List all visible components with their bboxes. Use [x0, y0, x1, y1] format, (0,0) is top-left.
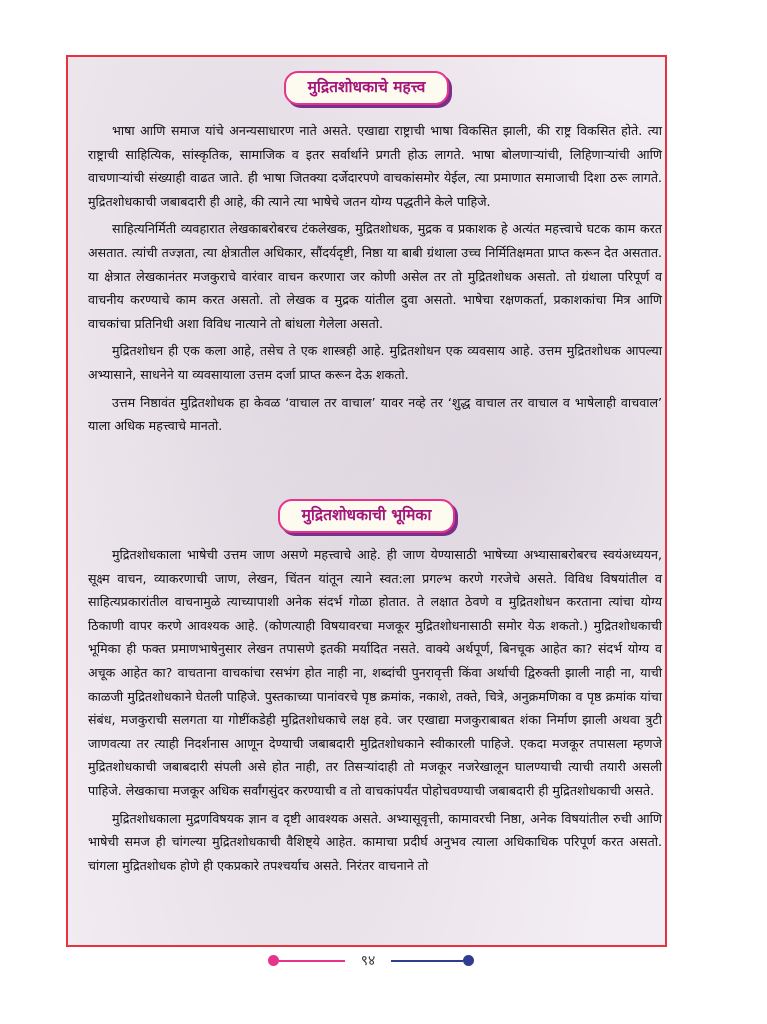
- section2-heading-wrap: [68, 499, 665, 533]
- section2-body: [88, 543, 662, 881]
- section1-paragraph: साहित्यनिर्मिती व्यवहारात लेखकाबरोबरच टंकलेखक, मुद्रितशोधक, मुद्रक व प्रकाशक हे अत्यंत महत्त्वाचे घटक काम करत असतात. त्यांची तज्ज्ञता, त्या क्षेत्रातील अधिकार, सौंदर्यदृष्टी, निष्ठा या बाबी ग्रंथाला उच्च निर्मितिक्षमता प्राप्त करून देत असतात. या क्षेत्रात लेखकानंतर मजकुराचे वारंवार वाचन करणारा जर कोणी असेल तर तो मुद्रितशोधक असतो. तो ग्रंथाला परिपूर्ण व वाचनीय करण्याचे काम करत असतो. तो लेखक व मुद्रक यांतील दुवा असतो. भाषेचा रक्षणकर्ता, प्रकाशकांचा मित्र आणि वाचकांचा प्रतिनिधी अशा विविध नात्याने तो बांधला गेलेला असतो.: [88, 221, 662, 331]
- section1-body: [88, 119, 662, 442]
- section2-heading: मुद्रितशोधकाची भूमिका: [278, 499, 456, 533]
- footer-right-line: [391, 960, 463, 962]
- footer-left-dot: [268, 955, 279, 966]
- section2-paragraph: मुद्रितशोधकाला मुद्रणविषयक ज्ञान व दृष्टी आवश्यक असते. अभ्यासूवृत्ती, कामावरची निष्ठा, अनेक विषयांतील रुची आणि भाषेची समज ही चांगल्या मुद्रितशोधकाची वैशिष्ट्ये आहेत. कामाचा प्रदीर्घ अनुभव त्याला अधिकाधिक परिपूर्ण करत असतो. चांगला मुद्रितशोधक होणे ही एकप्रकारे तपश्चर्याच असते. निरंतर वाचनाने तो: [88, 810, 662, 873]
- footer-left-line: [279, 960, 345, 962]
- footer-right-dot: [463, 955, 474, 966]
- section1-paragraph: भाषा आणि समाज यांचे अनन्यसाधारण नाते असते. एखाद्या राष्ट्राची भाषा विकसित झाली, की राष्ट्र विकसित होते. त्या राष्ट्राची साहित्यिक, सांस्कृतिक, सामाजिक व इतर सर्वार्थाने प्रगती होऊ लागते. भाषा बोलणाऱ्यांची, लिहिणाऱ्यांची आणि वाचणाऱ्यांची संख्याही वाढत जाते. ही भाषा जितक्या दर्जेदारपणे वाचकांसमोर येईल, त्या प्रमाणात समाजाची दिशा ठरू लागते. मुद्रितशोधकाची जबाबदारी ही आहे, की त्याने त्या भाषेचे जतन योग्य पद्धतीने केले पाहिजे.: [88, 123, 662, 209]
- section1-paragraph: मुद्रितशोधन ही एक कला आहे, तसेच ते एक शास्त्रही आहे. मुद्रितशोधन एक व्यवसाय आहे. उत्तम मुद्रितशोधक आपल्या अभ्यासाने, साधनेने या व्यवसायाला उत्तम दर्जा प्राप्त करून देऊ शकतो.: [88, 343, 662, 382]
- section1-heading-wrap: [68, 71, 665, 105]
- section1-heading: मुद्रितशोधकाचे महत्त्व: [284, 71, 450, 105]
- page-number: ९४: [360, 953, 376, 969]
- section1-paragraph: उत्तम निष्ठावंत मुद्रितशोधक हा केवळ ‘वाचाल तर वाचाल’ यावर नव्हे तर ‘शुद्ध वाचाल तर वाचाल व भाषेलाही वाचवाल’ याला अधिक महत्त्वाचे मानतो.: [88, 394, 662, 434]
- section2-paragraph: मुद्रितशोधकाला भाषेची उत्तम जाण असणे महत्त्वाचे आहे. ही जाण येण्यासाठी भाषेच्या अभ्यासाबरोबरच स्वयंअध्ययन, सूक्ष्म वाचन, व्याकरणाची जाण, लेखन, चिंतन यांतून त्याने स्वत:ला प्रगल्भ करणे गरजेचे असते. विविध विषयांतील व साहित्यप्रकारांतील वाचनामुळे त्याच्यापाशी अनेक संदर्भ गोळा होतात. ते लक्षात ठेवणे व मुद्रितशोधन करताना त्यांचा योग्य ठिकाणी वापर करणे आवश्यक आहे. (कोणत्याही विषयावरचा मजकूर मुद्रितशोधनासाठी समोर येऊ शकतो.) मुद्रितशोधकाची भूमिका ही फक्त प्रमाणभाषेनुसार लेखन तपासणे इतकी मर्यादित नसते. वाक्ये अर्थपूर्ण, बिनचूक आहेत का? संदर्भ योग्य व अचूक आहेत का? वाचताना वाचकांचा रसभंग होत नाही ना, शब्दांची पुनरावृत्ती किंवा अर्थाची द्विरुक्ती झाली नाही ना, याची काळजी मुद्रितशोधकाने घेतली पाहिजे. पुस्तकाच्या पानांवरचे पृष्ठ क्रमांक, नकाशे, तक्ते, चित्रे, अनुक्रमणिका व पृष्ठ क्रमांक यांचा संबंध, मजकुराची सलगता या गोष्टींकडेही मुद्रितशोधकाचे लक्ष हवे. जर एखाद्या मजकुराबाबत शंका निर्माण झाली अथवा त्रुटी जाणवत्या तर त्याही निदर्शनास आणून देण्याची जबाबदारी मुद्रितशोधकाने स्वीकारली पाहिजे. एकदा मजकूर तपासला म्हणजे मुद्रितशोधकाची जबाबदारी संपली असे होत नाही, तर तिसऱ्यांदाही तो मजकूर नजरेखालून घालण्याची त्याची तयारी असली पाहिजे. लेखकाचा मजकूर अधिक सर्वांगसुंदर करण्याची व तो वाचकांपर्यंत पोहोचवण्याची जबाबदारी ही मुद्रितशोधकाची असते.: [88, 547, 662, 798]
- page-frame: [66, 55, 667, 947]
- page-footer: [0, 951, 767, 971]
